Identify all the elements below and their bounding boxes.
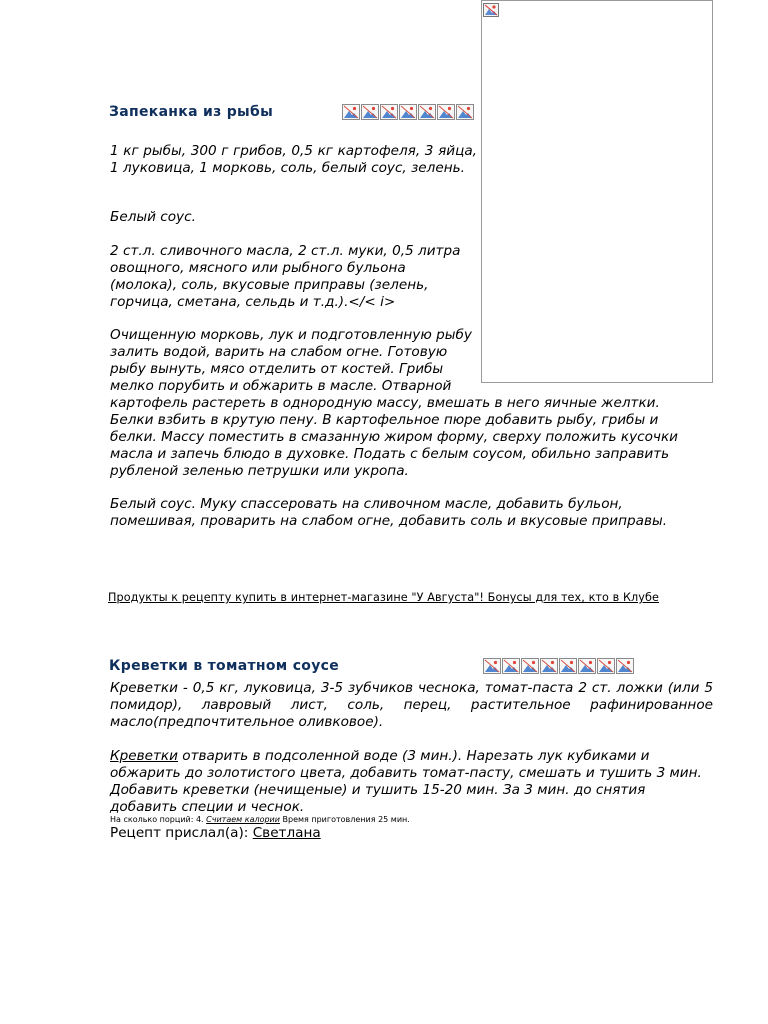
recipe-title: Креветки в томатном соусе — [109, 658, 340, 674]
rating-star-icon[interactable] — [502, 658, 520, 674]
cook-time-text: Время приготовления 25 мин. — [279, 815, 410, 824]
recipe-method — [110, 748, 713, 816]
rating-star-icon[interactable] — [483, 658, 501, 674]
portions-text: На сколько порций: 4. — [110, 815, 207, 824]
recipe-meta — [110, 815, 713, 825]
recipe-method — [110, 327, 695, 480]
shrimp-link[interactable]: Креветки — [110, 748, 178, 764]
rating-star-icon[interactable] — [437, 104, 455, 120]
recipe-ingredients: Креветки - 0,5 кг, луковица, 3-5 зубчиков чеснока, томат-паста 2 ст. ложки (или 5 помидор), лавровый лист, соль, перец, растительное рафинированное масло(предпочтительное оливковое). — [110, 680, 713, 730]
recipe-method-text: отварить в подсоленной воде (3 мин.). Нарезать лук кубиками и обжарить до золотистого цвета, добавить томат-пасту, смешать и тушить 3 мин. Добавить креветки (нечищеные) и тушить 15-20 мин. За 3 мин. до снятия добавить специи и чеснок. — [110, 748, 702, 815]
recipe-ingredients: 1 кг рыбы, 300 г грибов, 0,5 кг картофеля, 3 яйца, 1 луковица, 1 морковь, соль, белый соус, зелень. — [110, 143, 477, 176]
author-label: Рецепт прислал(а): — [110, 825, 253, 841]
recipe-method-text: Очищенную морковь, лук и подготовленную рыбу залить водой, варить на слабом огне. Готовую рыбу вынуть, мясо отделить от костей. Грибы мелко порубить и обжарить в масле. Отварной картофель растереть в однородную массу, вмешать в него яичные желтки. Белки взбить в крутую пену. В картофельное пюре добавить рыбу, грибы и белки. Массу поместить в смазанную жиром форму, сверху положить кусочки масла и запечь блюдо в духовке. Подать с белым соусом, обильно заправить рубленой зеленью петрушки или укропа. — [110, 327, 678, 479]
recipe-author — [110, 825, 713, 842]
rating-widget[interactable] — [483, 658, 634, 674]
rating-star-icon[interactable] — [521, 658, 539, 674]
rating-star-icon[interactable] — [361, 104, 379, 120]
rating-star-icon[interactable] — [597, 658, 615, 674]
promo-link[interactable]: Продукты к рецепту купить в интернет-магазине "У Августа"! Бонусы для тех, кто в Клубе — [108, 591, 659, 604]
rating-widget[interactable] — [342, 104, 474, 120]
sauce-ingredients: 2 ст.л. сливочного масла, 2 ст.л. муки, 0,5 литра овощного, мясного или рыбного бульона (молока), соль, вкусовые приправы (зелень, горчица, сметана, сельдь и т.д.).</< i> — [110, 243, 461, 310]
recipe-title: Запеканка из рыбы — [109, 104, 274, 120]
rating-star-icon[interactable] — [456, 104, 474, 120]
rating-star-icon[interactable] — [540, 658, 558, 674]
rating-star-icon[interactable] — [399, 104, 417, 120]
rating-star-icon[interactable] — [559, 658, 577, 674]
rating-star-icon[interactable] — [616, 658, 634, 674]
sauce-heading: Белый соус. — [110, 209, 196, 225]
author-link[interactable]: Светлана — [252, 825, 321, 841]
image-placeholder — [481, 0, 713, 383]
rating-star-icon[interactable] — [342, 104, 360, 120]
calories-link[interactable]: Считаем калории — [206, 815, 280, 824]
sauce-method: Белый соус. Муку спассеровать на сливочном масле, добавить бульон, помешивая, проварить на слабом огне, добавить соль и вкусовые приправы. — [110, 496, 668, 529]
rating-star-icon[interactable] — [380, 104, 398, 120]
rating-star-icon[interactable] — [418, 104, 436, 120]
broken-image-icon — [483, 2, 499, 16]
rating-star-icon[interactable] — [578, 658, 596, 674]
